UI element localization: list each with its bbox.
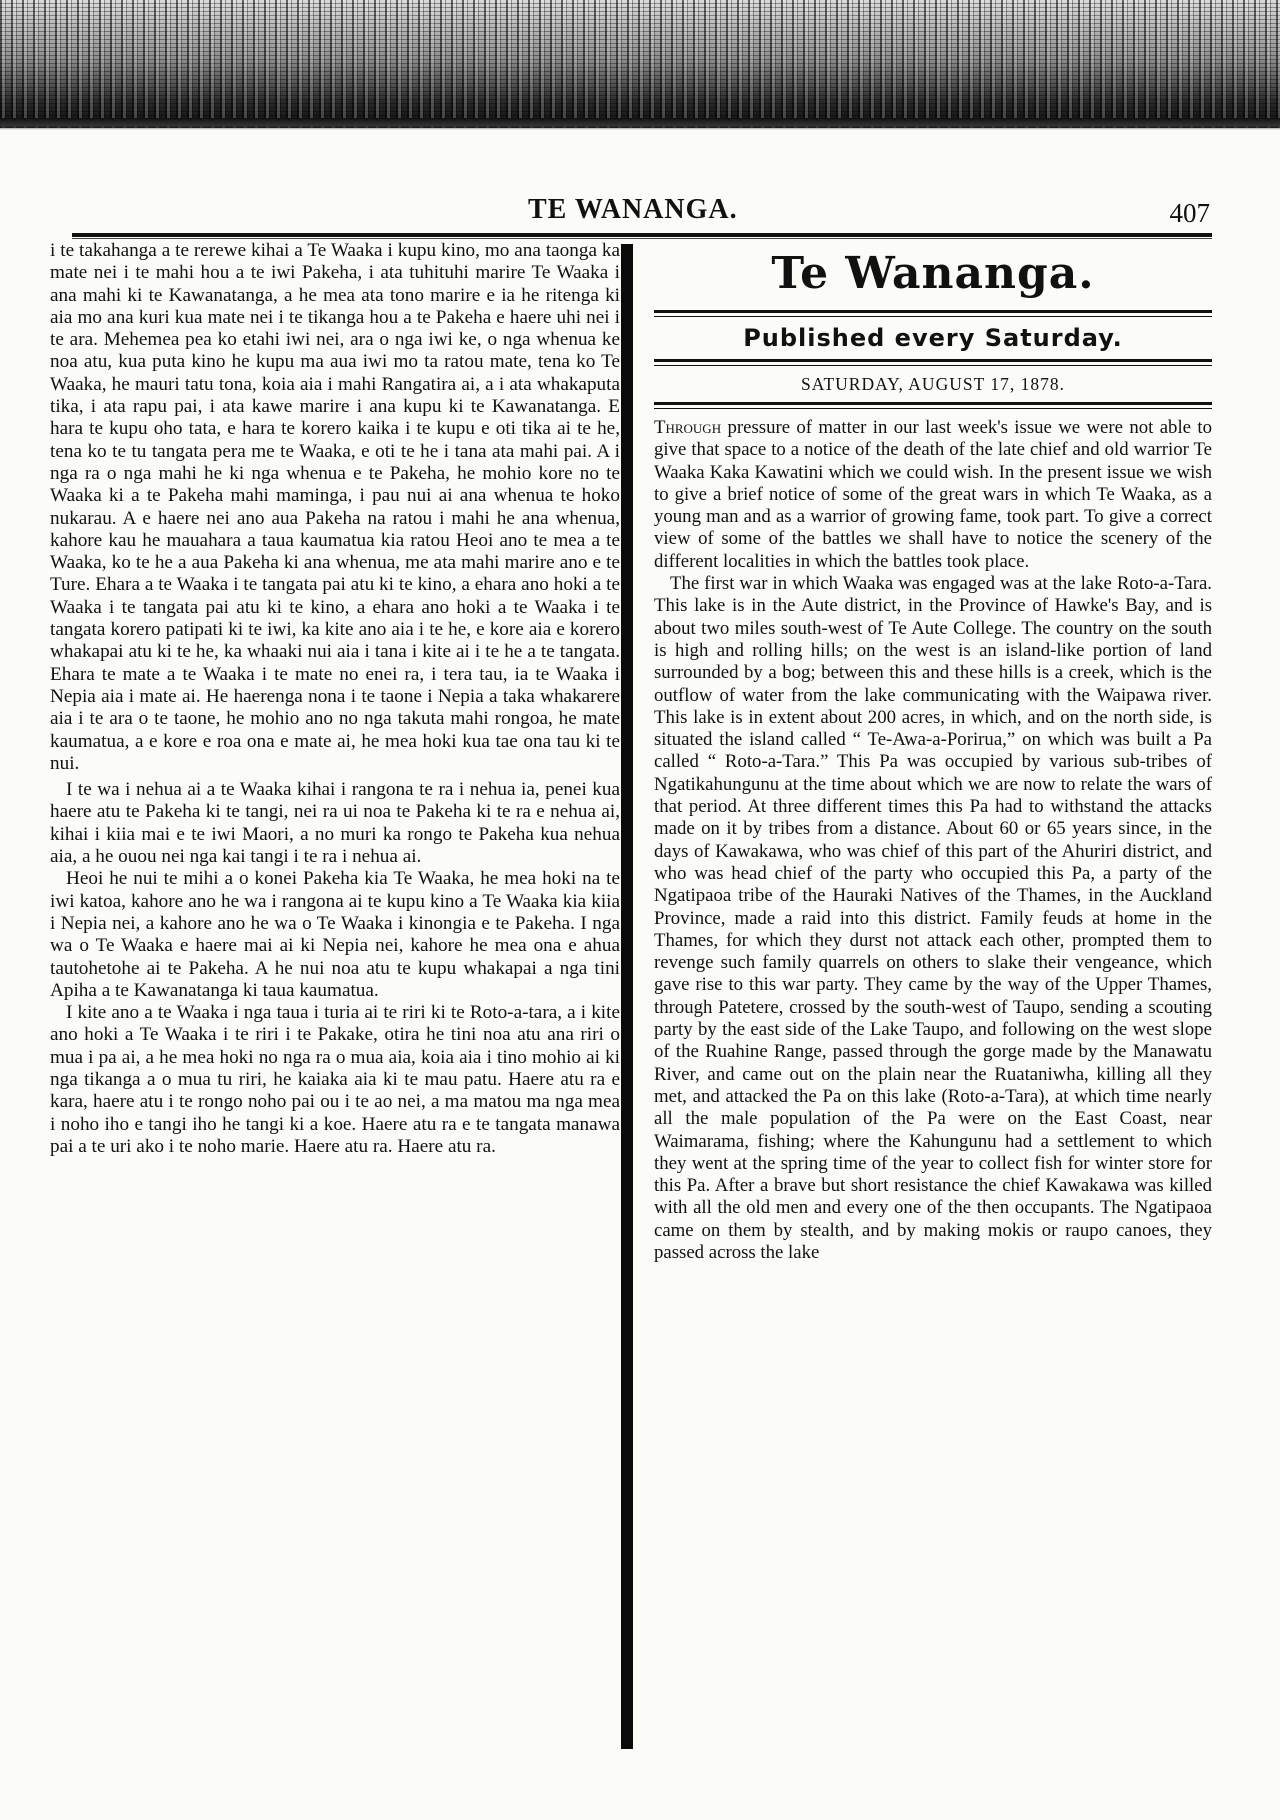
masthead-tagline: Published every Saturday. (743, 324, 1123, 352)
page-number: 407 (1169, 198, 1210, 228)
column-divider (621, 244, 633, 1749)
masthead-rule-3 (654, 359, 1212, 362)
header-rule (72, 233, 1212, 237)
left-paragraph-3: Heoi he nui te mihi a o konei Pakeha kia Te Waaka, he mea hoki na te iwi katoa, kahore ano he wa i rangona ai te kupu kino a Te Waaka kia kiia i Nepia nei, a kahore ano he wa o Te Waaka i kinongia e te Pakeha. I nga wa o Te Waaka e haere mai ai ki Nepia nei, kahore he mea ona e ahua tautohetohe ai te Pakeha. A he nui noa atu te kupu whakapai a nga tini Apiha a te Kawanatanga ki taua kaumatua. (50, 868, 620, 1001)
article-lead-word: Through (654, 417, 722, 438)
masthead-rule-4 (654, 365, 1212, 366)
left-column-maori-text (50, 240, 620, 1750)
left-paragraph-2: I te wa i nehua ai a te Waaka kihai i rangona te ra i nehua ia, penei kua haere atu te Pakeha ki te tangi, nei ra ui noa te Pakeha ki te ra e nehua ai, kihai i kiia mai e te iwi Maori, a no muri ka rongo te Pakeha kua nehua aia, a he ouou nei nga kai tangi i te ra i nehua ai. (50, 779, 620, 868)
scan-border-edge (0, 118, 1280, 130)
masthead-rule-2 (654, 316, 1212, 317)
article-paragraph-1-text: pressure of matter in our last week's issue we were not able to give that space to a notice of the death of the late chief and old warrior Te Waaka Kaka Kawatini which we could wish. In the present issue we wish to give a brief notice of some of the great wars in which Te Waaka, as a young man and as a warrior of growing fame, took part. To give a correct view of some of the battles we shall have to notice the scenery of the different localities in which the battles took place. (654, 417, 1212, 572)
article-paragraph-1 (654, 417, 1212, 573)
masthead-rule-5 (654, 402, 1212, 405)
scan-border-noise (0, 0, 1280, 128)
masthead-title: Te Wananga. (771, 248, 1095, 299)
issue-date: SATURDAY, AUGUST 17, 1878. (801, 374, 1065, 394)
article-body (654, 417, 1212, 1264)
left-paragraph-1: i te takahanga a te rerewe kihai a Te Waaka i kupu kino, mo ana taonga ka mate nei i te mahi hou a te iwi Pakeha, i ata tuhituhi marire Te Waaka i ana mahi ki te Kawanatanga, a he mea ata tono marire e ia he ritenga ki aia mo ana kuri kua mate nei i te tikanga hou a te Pakeha e haere uhi nei i te ara. Mehemea pea ko etahi iwi nei, ara o nga iwi ke, o nga whenua ke noa atu, kua puta kino he kupu ma aua iwi mo ta ratou mate, tena ko Te Waaka, he mauri tatu tona, koia aia i mahi Rangatira ai, a i ata whakaputa tika, i ata rapu pai, i ata kawe marire i ana kupu ki te Kawanatanga. E hara te kupu oho tata, e hara te korero kaika i te kupu e oti tika ai te he, tena ko te tu tangata pera me te Waaka, e oti te he i tana ata mahi pai. A i nga ra o nga mahi he ki nga whenua e te Pakeha, he mohio kore no te Waaka ki a te Pakeha mahi mamingа, i pau nui ai ana whenua te hoko nukarau. A e haere nei ano aua Pakeha na ratou i mahi he ana whenua, kahore kau he mauahara a taua kaumatua kia ratou Heoi ano te mea a te Waaka, ko te he a aua Pakeha ki ana whenua, me ata mahi marire ano e te Ture. Ehara a te Waaka i te tangata pai atu ki te kino, a ehara ano hoki a te Waaka i te tangata pai atu ki te kino, a ehara ano hoki a te Waaka i te tangata korero patipati ki te iwi, ka kite ano aia i te he, e kore aia e korero whakapai atu ki te he, ka whaaki nui aia i tana i kite ai i te he a te tangata. Ehara te mate a te Waaka i te mate no enei ra, i tera tau, ia te Waaka i Nepia aia i mate ai. He haerenga nona i te taone i Nepia a taka whakarere aia i te ara o te taone, he mohio ano no nga takuta mahi rongoa, he mate kaumatua, a e kore e roa ona e mate ai, he mea hoki kua tae ona tau ki te nui. (50, 240, 620, 774)
article-paragraph-2: The first war in which Waaka was engaged was at the lake Roto-a-Tara. This lake is in the Aute district, in the Province of Hawke's Bay, and is about two miles south-west of Te Aute College. The country on the south is high and rolling hills; on the west is an island-like portion of land surrounded by a bog; between this and these hills is a creek, which is the outflow of water from the lake communicating with the Waipawa river. This lake is in extent about 200 acres, in which, and on the north side, is situated the island called “ Te-Awa-a-Porirua,” on which was built a Pa called “ Roto-a-Tara.” This Pa was occupied by various sub-tribes of Ngatikahungunu at the time about which we are now to relate the wars of that period. At three different times this Pa had to withstand the attacks made on it by tribes from a distance. About 60 or 65 years since, in the days of Kawakawa, who was chief of this part of the Ahuriri district, and who was head chief of the party who occupied this Pa, a party of the Ngatipaoa tribe of the Hauraki Natives of the Thames, in the Auckland Province, made a raid into this district. Family feuds at home in the Thames, for which they durst not attack each other, prompted them to revenge such family quarrels on others to slake their vengeance, which gave rise to this war party. They came by the way of the Upper Thames, through Patetere, crossed by the south-west of Taupo, sending a scouting party by the east side of the Lake Taupo, and following on the west slope of the Ruahine Range, passed through the gorge made by the Manawatu River, and came out on the plain near the Ruataniwha, killing all they met, and attacked the Pa on this lake (Roto-a-Tara), at which time nearly all the male population of the Pa were on the East Coast, near Waimarama, fishing; where the Kahungunu had a settlement to which they went at the spring time of the year to collect fish for winter store for this Pa. After a brave but short resistance the chief Kawakawa was killed with all the old men and every one of the then occupants. The Ngatipaoa came on them by stealth, and by making mokis or raupo canoes, they passed across the lake (654, 573, 1212, 1263)
left-paragraph-4: I kite ano a te Waaka i nga taua i turia ai te riri ki te Roto-a-tara, a i kite ano hoki a Te Waaka i te riri i te Pakake, otira he tini noa atu ana riri o mua i pa ai, a he mea hoki no nga ra o mua aia, koia aia i tino mohio ai ki nga tikanga a o mua tu riri, he kaiaka aia ki te mau patu. Haere atu ra e kara, haere atu i te rongo noho pai ou i te ao nei, a ma matou ma nga mea i noho iho e tangi iho he tangi ki a koe. Haere atu ra e te tangata manawa pai a te uri ako i te noho marie. Haere atu ra. Haere atu ra. (50, 1002, 620, 1157)
masthead-rule-1 (654, 310, 1212, 313)
header-rule-thin (72, 238, 1212, 239)
right-column-english-text (654, 248, 1212, 1758)
masthead-rule-6 (654, 408, 1212, 409)
running-header (60, 192, 1210, 232)
running-title: TE WANANGA. (528, 194, 738, 225)
